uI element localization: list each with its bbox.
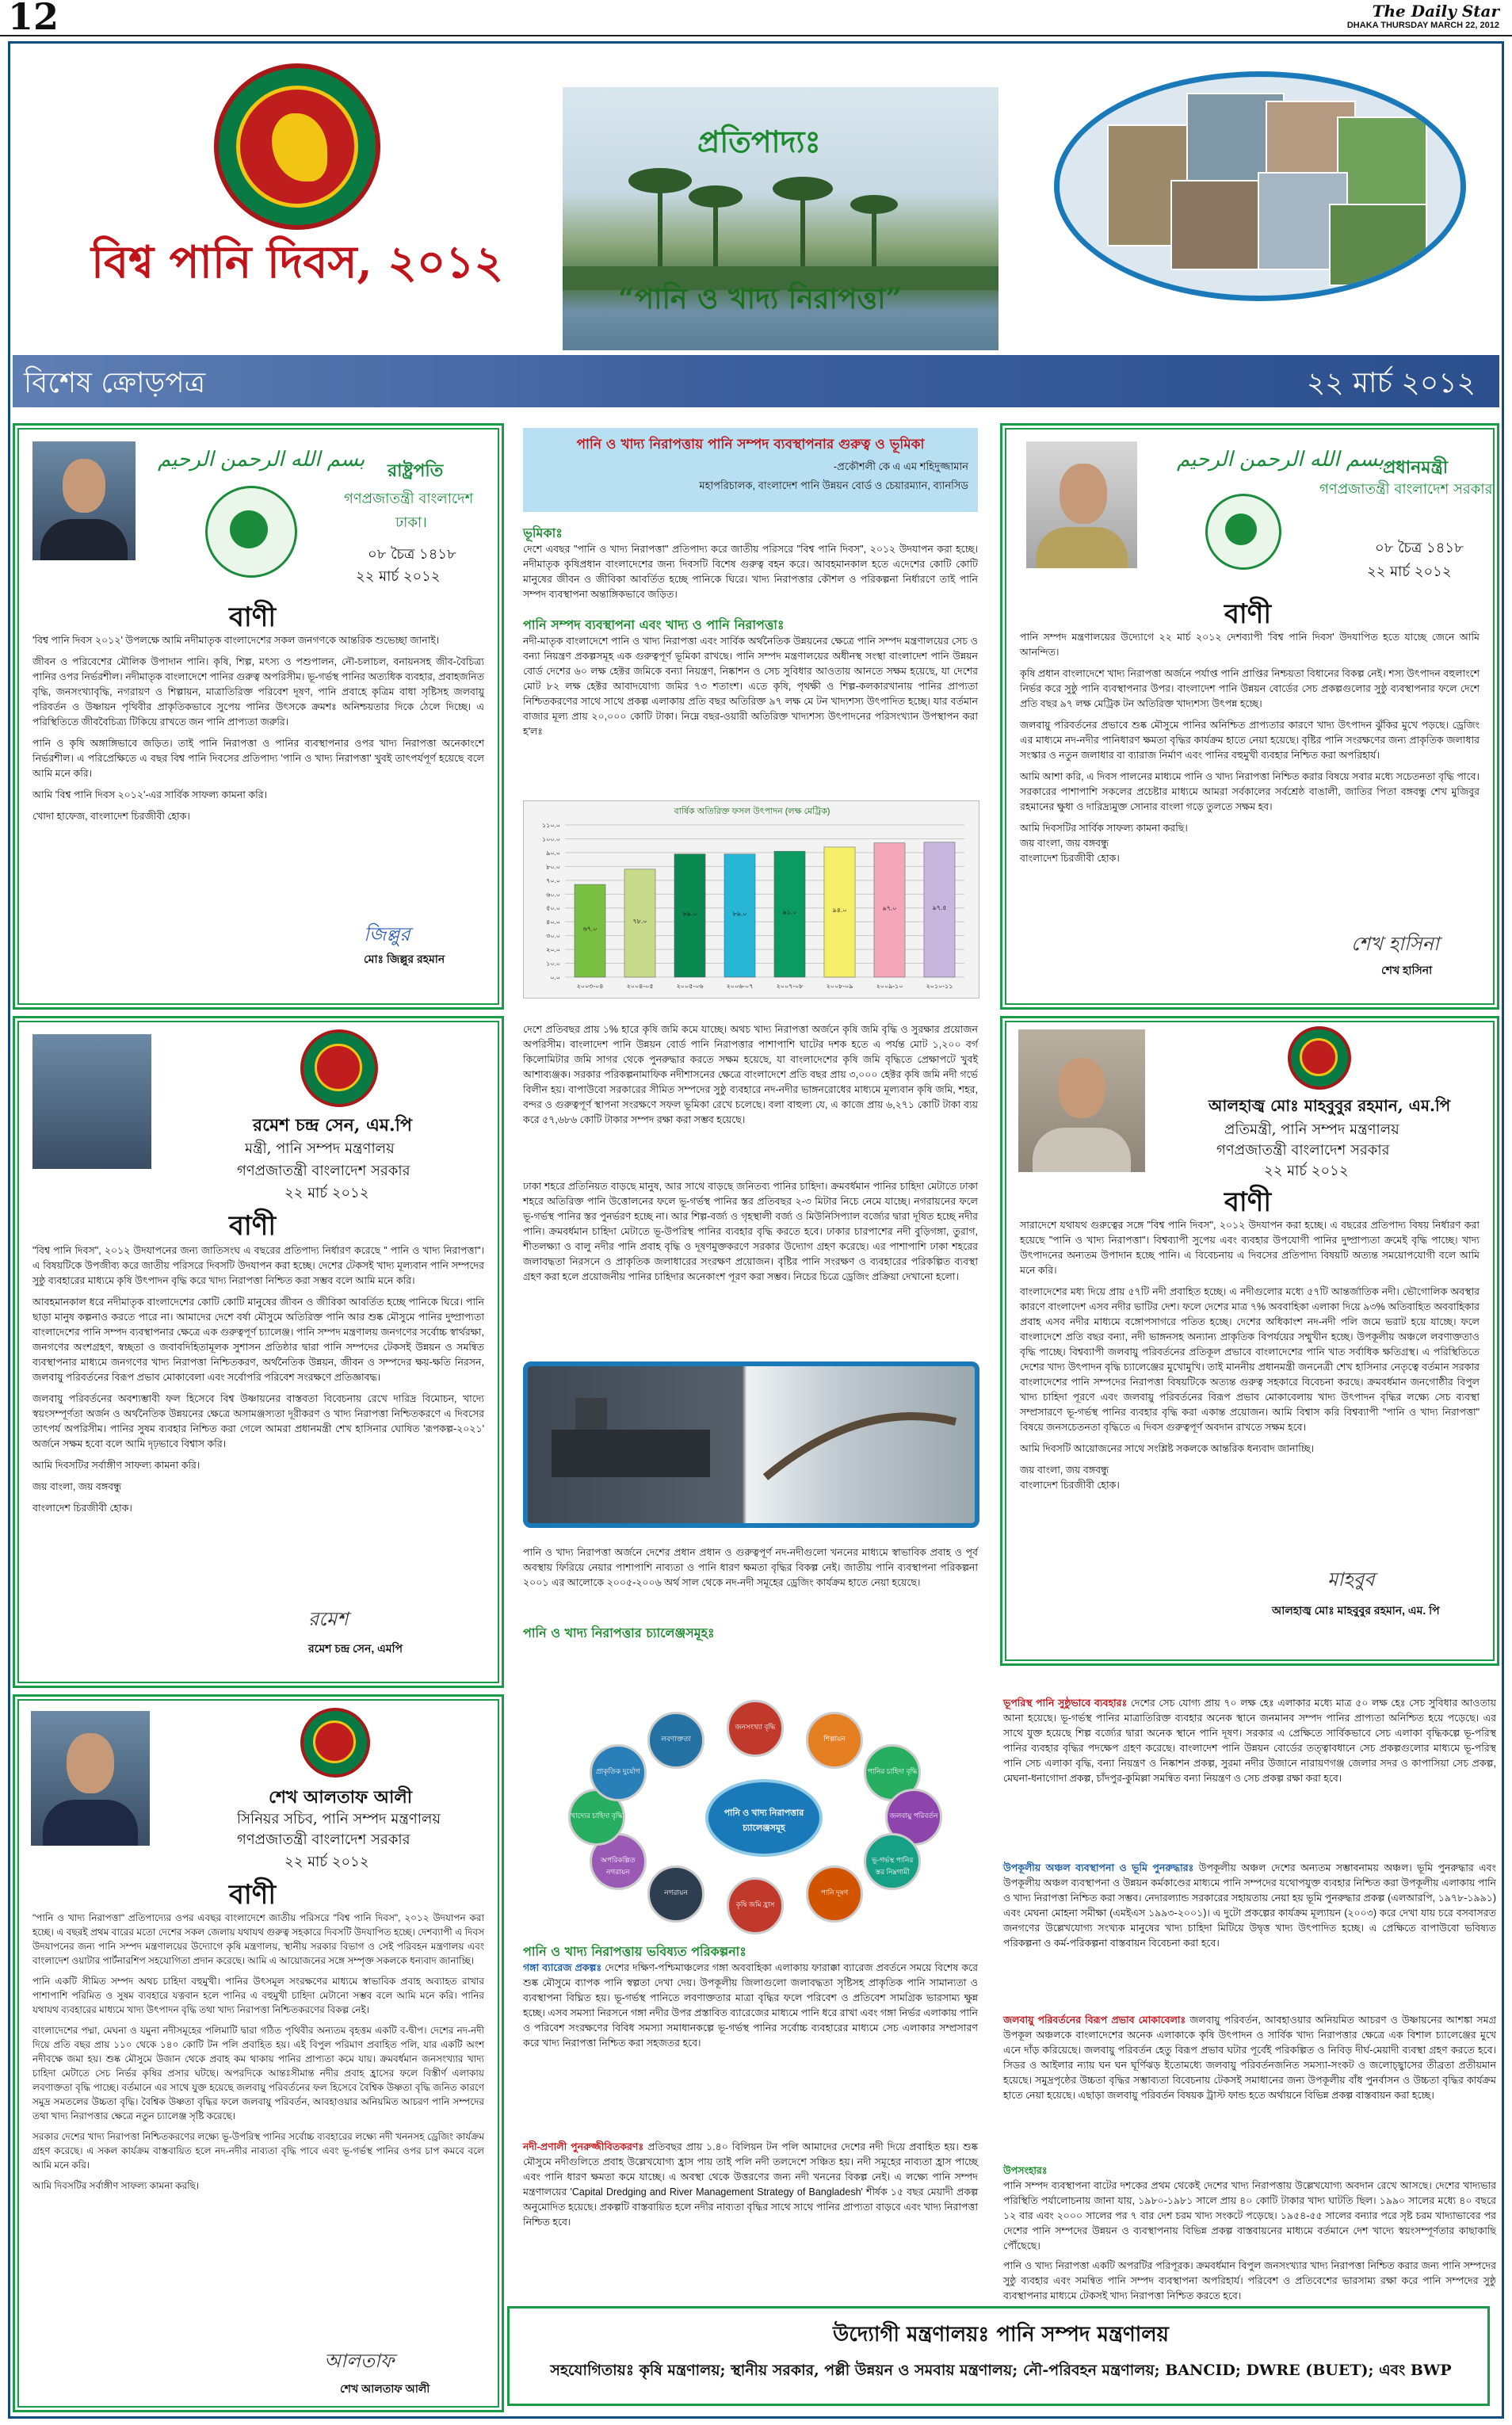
supporting-organizations: সহযোগিতায়ঃ কৃষি মন্ত্রণালয়; স্থানীয় সরকার, পল্লী উন্নয়ন ও সমবায় মন্ত্রণালয়; নৌ-পরিবহন মন্ত্রণালয়; BANCID; DWRE (BUET); এবং BWP — [550, 2362, 1452, 2379]
article-header — [523, 428, 978, 512]
paragraph: সরকার দেশের খাদ্য নিরাপত্তা নিশ্চিতকরণের লক্ষ্যে ভূ-উপরিস্থ পানির সর্বোচ্চ ব্যবহারের লক্ষ্যে নদী খননসহ ড্রেজিং কার্যক্রম গ্রহণ করেছে। এ সকল কার্যক্রম বাস্তবায়িত হলে নদ-নদীর নাব্যতা বৃদ্ধি পাবে এবং ভূ-গর্ভস্থ পানির ওপর চাপ কমবে বলে আমি মনে করি। — [32, 2131, 484, 2171]
diagram-node — [806, 1712, 863, 1769]
future-plan-heading: পানি ও খাদ্য নিরাপত্তায় ভবিষ্যত পরিকল্পনাঃ — [523, 1944, 746, 1959]
president-place: ঢাকা। — [395, 514, 427, 531]
government-seal-logo — [300, 1708, 370, 1778]
y-tick-label: ৮০.০ — [546, 863, 560, 871]
paragraph: আবহমানকাল ধরে নদীমাতৃক বাংলাদেশের কোটি কোটি মানুষের জীবন ও জীবিকা আবর্তিত হচ্ছে পানিকে ঘিরে। পানি ছাড়া মানুষ কল্পনাও করতে পারে না। আমাদের দেশে বর্ষা মৌসুমে অতিরিক্ত পানি আর শুষ্ক মৌসুমে পানির দুষ্প্রাপ্যতা বাংলাদেশের পানি সম্পদ ব্যবস্থাপনার ক্ষেত্রে এক গুরুত্বপূর্ণ চ্যালেঞ্জ। পানি সম্পদ মন্ত্রণালয় জনগণের সর্বোচ্চ স্বার্থরক্ষা, জনগণের অংশগ্রহণ, স্বচ্ছতা ও জবাবদিহিতামূলক সুশাসন প্রতিষ্ঠার দ্বারা পানি সম্পদের টেকসই উন্নয়ন ও সমন্বিত ব্যবস্থাপনার মাধ্যমে জনগণের খাদ্য নিরাপত্তা নিশ্চিতকরণ, অর্থনৈতিক উন্নয়ন, জীবন ও সম্পদের ক্ষয়-ক্ষতি নিরসন, জলবায়ু পরিবর্তনের বিরূপ প্রভাব মোকাবেলা এবং সর্বোপরি পরিবেশ সংরক্ষণে প্রতিজ্ঞাবদ্ধ। — [32, 1297, 484, 1383]
minister-country: গণপ্রজাতন্ত্রী বাংলাদেশ সরকার — [237, 1163, 410, 1179]
diagram-node-label: লবণাক্ততা — [661, 1735, 691, 1743]
state-minister-name: আলহাজ্ব মোঃ মাহবুবুর রহমান, এম. পি — [1272, 1604, 1440, 1617]
secretary-signature: আলতাফ — [324, 2350, 395, 2372]
president-name: মোঃ জিল্লুর রহমান — [364, 953, 445, 965]
diagram-node — [806, 1866, 863, 1923]
river-revival-body: প্রতিবছর প্রায় ১.৪০ বিলিয়ন টন পলি আমাদের দেশের নদী দিয়ে প্রবাহিত হয়। শুষ্ক মৌসুমে নদীগুলিতে প্রবাহ উল্লেখযোগ্য হ্রাস পায় তাই পলি নদী তলদেশে সঞ্চিত হয়। নদী সমূহের নাব্যতা হ্রাস পাচ্ছে এবং পানি ধারণ ক্ষমতা কমে যাচ্ছে। এ অবস্থা থেকে উত্তরণের জন্য নদী খননের বিকল্প নেই। এ লক্ষ্যে পানি সম্পদ মন্ত্রণালয়ের 'Capital Dredging and River Management Strategy of Bangladesh' শীর্ষক ১৫ বছর মেয়াদী প্রকল্প অনুমোদিত হয়েছে। প্রকল্পটি বাস্তবায়িত হলে নদীর নাব্যতা বৃদ্ধির সাথে সাথে পানির প্রাপ্যতা বাড়বে এবং খাদ্য নিরাপত্তা নিশ্চিত হবে। — [523, 2141, 978, 2228]
ganges-barrage-heading: গঙ্গা ব্যারেজ প্রকল্পঃ — [523, 1962, 602, 1973]
state-minister-post: প্রতিমন্ত্রী, পানি সম্পদ মন্ত্রণালয় — [1224, 1121, 1399, 1138]
dateline: DHAKA THURSDAY MARCH 22, 2012 — [1346, 21, 1499, 30]
river-revival-text — [523, 2140, 978, 2230]
government-seal-logo — [214, 63, 380, 230]
paragraph: জয় বাংলা, জয় বঙ্গবন্ধু — [1020, 838, 1109, 849]
state-minister-date: ২২ মার্চ ২০১২ — [1264, 1163, 1349, 1179]
conclusion-heading: উপসংহারঃ — [1003, 2165, 1048, 2176]
climate-change-text — [1003, 2013, 1496, 2103]
x-tick-label: ২০০৪-০৫ — [626, 983, 654, 990]
surface-water-heading: ভূপরিস্থ পানি সুষ্ঠুভাবে ব্যবহারঃ — [1003, 1698, 1128, 1709]
diagram-node — [864, 1833, 921, 1890]
article-title: পানি ও খাদ্য নিরাপত্তায় পানি সম্পদ ব্যবস্থাপনার গুরুত্ব ও ভূমিকা — [576, 437, 925, 453]
x-tick-label: ২০০৯-১০ — [876, 983, 903, 990]
president-message-body — [32, 633, 484, 831]
state-minister-signature: মাহবুব — [1327, 1568, 1375, 1591]
diagram-node — [727, 1877, 784, 1934]
paper-name: The Daily Star — [1372, 2, 1499, 21]
president-date-bangla: ০৮ চৈত্র ১৪১৮ — [368, 546, 456, 563]
diagram-node — [647, 1712, 704, 1769]
president-signature: জিল্লুর — [364, 923, 410, 945]
secretary-message-heading: বাণী — [229, 1879, 277, 1911]
diagram-hub — [705, 1779, 823, 1857]
diagram-node — [590, 1744, 647, 1801]
conclusion-body: পানি সম্পদ ব্যবস্থাপনা বাটের দশকের প্রথম থেকেই দেশের খাদ্য নিরাপত্তায় উল্লেখযোগ্য অবদান রেখে আসছে। দেশের খাদ্যভার পরিস্থিতি পর্যালোচনায় জানা যায়, ১৯৮০-১৯৮১ সালে প্রায় ৪০ কোটি টাকার খাদ্য ঘাটতি ছিল। ১৯৯০ সালের মধ্যে ৪০ বছরে ১২ বার এবং ২০০০ সালের পর ৭ বার দেশ চরম খাদ্য সংকটে পড়েছে। ১৯৫৪-৫৫ সালের বন্যার পরে সৃষ্ট চরম খাদ্যাভাবের পর দেশের পানি সম্পদের উন্নয়ন ও ব্যবস্থাপনায় বিভিন্ন প্রকল্প বাস্তবায়নের মাধ্যমে বর্তমানে দেশ খাদ্যে স্বয়ংসম্পূর্ণতার কাছাকাছি পৌঁছেছে। — [1003, 2180, 1496, 2251]
diagram-hub-label: পানি ও খাদ্য নিরাপত্তার চ্যালেঞ্জসমূহ — [724, 1808, 804, 1833]
page-number: 12 — [8, 0, 59, 38]
secretary-message-body — [32, 1911, 484, 2199]
secretary-name: শেখ আলতাফ আলী — [340, 2382, 430, 2395]
government-seal-logo — [300, 1029, 378, 1107]
state-minister-message-heading: বাণী — [1224, 1186, 1272, 1218]
minister-date: ২২ মার্চ ২০১২ — [284, 1185, 369, 1201]
prime-minister-message-panel — [1000, 423, 1499, 1010]
secretary-portrait — [31, 1711, 150, 1846]
paragraph: জয় বাংলা, জয় বঙ্গবন্ধু — [1020, 1465, 1109, 1476]
state-minister-message-panel — [1000, 1016, 1499, 1666]
paragraph: বাংলাদেশ চিরজীবী হোক। — [32, 1503, 132, 1514]
y-tick-label: ১০০.০ — [541, 835, 560, 843]
theme-text: “পানি ও খাদ্য নিরাপত্তা” — [618, 282, 903, 315]
paragraph: বাংলাদেশ চিরজীবী হোক। — [1020, 1480, 1120, 1491]
prime-minister-emblem — [1205, 494, 1281, 570]
dredger-illustration — [528, 1366, 975, 1523]
supplement-date: ২২ মার্চ ২০১২ — [1306, 367, 1476, 399]
paragraph: খোদা হাফেজ, বাংলাদেশ চিরজীবী হোক। — [32, 811, 190, 822]
climate-change-body: জলবায়ু পরিবর্তন, আবহাওয়ার অনিয়মিত আচরণ ও উষ্ণায়নের আশঙ্কা সমগ্র উপকূল অঞ্চলকে বাংলাদেশের অনেক এলাকাকে কৃষি উৎপাদন ও সার্বিক খাদ্য নিরাপত্তার ক্ষেত্রে এক বিশাল চ্যালেঞ্জের মুখে এনে দাঁড় করিয়েছে। জলবায়ু পরিবর্তন হেতু বিরূপ প্রভাব ঘটার পূর্বেই পরিকল্পিত ও নিবিড় দীর্ঘ-মেয়াদী ব্যবস্থা গ্রহণ করতে হবে। সিডর ও আইলার ন্যায় ঘন ঘন ঘূর্ণিঝড় ইতোমধ্যে জলবায়ু পরিবর্তনজনিত সমস্যা-সংকট ও জলোচ্ছ্বাসের তীব্রতা প্রতীয়মান হয়েছে। সমুদ্রপৃষ্ঠের উচ্চতা বৃদ্ধির সম্ভাব্যতা বিবেচনায় টেকসই সমাধানের জন্য উপকূলীয় বাঁধ পুনর্বাসন ও উচ্চতা বৃদ্ধির কার্যক্রম হাতে নেয়া হয়েছে। এছাড়া জলবায়ু পরিবর্তন বিষয়ক ট্রাস্ট ফান্ড হতে অর্থায়নে বিভিন্ন প্রকল্প বাস্তবায়ন করা হচ্ছে। — [1003, 2014, 1496, 2101]
prime-minister-message-body — [1020, 630, 1480, 873]
conclusion-body-2: পানি ও খাদ্য নিরাপত্তা একটি অপরটির পরিপূরক। ক্রমবর্ধমান বিপুল জনসংখ্যার খাদ্য নিরাপত্তা নিশ্চিত করার জন্য পানি সম্পদের সুষ্ঠু ব্যবহার এবং সমন্বিত পানি সম্পদ ব্যবস্থাপনা অপরিহার্য। পরিবেশ ও প্রতিবেশের ভারসাম্য রক্ষা করে পানি সম্পদের সুষ্ঠু ব্যবস্থাপনার মাধ্যমে টেকসই খাদ্য নিরাপত্তা নিশ্চিত করতে হবে। — [1003, 2260, 1496, 2301]
challenges-heading: পানি ও খাদ্য নিরাপত্তার চ্যালেঞ্জসমূহঃ — [523, 1625, 715, 1640]
y-tick-label: ৪০.০ — [546, 918, 560, 926]
diagram-node-label: খাদ্যের চাহিদা বৃদ্ধি — [571, 1812, 623, 1820]
lead-ministry: উদ্যোগী মন্ত্রণালয়ঃ পানি সম্পদ মন্ত্রণালয় — [833, 2323, 1169, 2347]
state-minister-message-body — [1020, 1218, 1480, 1499]
intro-heading: ভূমিকাঃ — [523, 525, 563, 540]
y-tick-label: ১১০.০ — [541, 822, 560, 829]
section-water-management-heading: পানি সম্পদ ব্যবস্থাপনা এবং খাদ্য ও পানি নিরাপত্তাঃ — [523, 617, 785, 632]
coastal-zone-heading: উপকূলীয় অঞ্চল ব্যবস্থাপনা ও ভূমি পুনরুদ্ধারঃ — [1003, 1862, 1194, 1873]
bismillah-calligraphy: بسم الله الرحمن الرحيم — [1177, 448, 1384, 472]
paragraph: 'বিশ্ব পানি দিবস ২০১২' উপলক্ষে আমি নদীমাতৃক বাংলাদেশের সকল জনগণকে আন্তরিক শুভেচ্ছা জানাই। — [32, 635, 440, 646]
paragraph: পানি ও কৃষি অঙ্গাঙ্গিভাবে জড়িত। তাই পানি নিরাপত্তা ও পানির ব্যবস্থাপনার ওপর খাদ্য নিরাপত্তা অনেকাংশে নির্ভরশীল। এ পরিপ্রেক্ষিতে এ বছর বিশ্ব পানি দিবসের প্রতিপাদ্য 'পানি ও খাদ্য নিরাপত্তা' খুবই তাৎপর্যপূর্ণ হয়েছে বলে আমি মনে করি। — [32, 738, 484, 779]
conclusion-text — [1003, 2163, 1496, 2304]
theme-label: প্রতিপাদ্যঃ — [697, 124, 821, 159]
paragraph: পানি সম্পদ মন্ত্রণালয়ের উদ্যোগে ২২ মার্চ ২০১২ দেশব্যাপী 'বিশ্ব পানি দিবস' উদযাপিত হতে যাচ্ছে জেনে আমি আনন্দিত। — [1020, 632, 1480, 658]
diagram-node-label: প্রাকৃতিক দুর্যোগ — [595, 1767, 640, 1775]
paragraph: বাংলাদেশ চিরজীবী হোক। — [1020, 853, 1120, 864]
paragraph: "পানি ও খাদ্য নিরাপত্তা" প্রতিপাদ্যের ওপর এবছর বাংলাদেশে জাতীয় পরিসরে "বিশ্ব পানি দিবস", ২০১২ উদযাপন করা হচ্ছে। এ বছরই প্রথম বারের মতো দেশের সকল জেলায় যথাযথ গুরুত্ব সহকারে দিবসটি উদযাপিত হচ্ছে। দেশব্যাপী এ দিবস উদযাপনের জন্য পানি সম্পদ মন্ত্রণালয়ের উদ্যোগে কৃষি মন্ত্রণালয়, স্থানীয় সরকার বিভাগ ও সেই পরিবহন মন্ত্রণালয় এবং বাংলাদেশ ওয়াটার পার্টনারশিপ সহযোগিতা প্রদান করেছে। আমি এ আয়োজনের সঙ্গে সম্পৃক্ত সকলকে ধন্যবাদ জানাচ্ছি। — [32, 1912, 484, 1966]
secretary-date: ২২ মার্চ ২০১২ — [284, 1854, 369, 1870]
bar-value-label: ৯৭.৫ — [932, 903, 947, 911]
surface-water-text — [1003, 1696, 1496, 1786]
minister-message-panel — [13, 1016, 504, 1688]
minister-message-body — [32, 1243, 484, 1522]
diagram-node-label: পানির চাহিদা বৃদ্ধি — [867, 1767, 918, 1775]
paragraph: জয় বাংলা, জয় বঙ্গবন্ধু — [32, 1481, 121, 1492]
president-emblem — [205, 486, 297, 578]
coastal-zone-body: উপকূলীয় অঞ্চল দেশের অন্যতম সম্ভাবনাময় অঞ্চল। ভূমি পুনরুদ্ধার এবং উপকূলীয় অঞ্চল ব্যবস্থাপনা ও উন্নয়ন কর্মকাণ্ডের মাধ্যমে পানি সম্পদের যথোপযুক্ত ব্যবহার নিশ্চিত করা উপকূলীয় এলাকায় পানি ও খাদ্য নিরাপত্তা নিশ্চিত করা সম্ভব। নেদারল্যান্ড সরকারের সহায়তায় নেয়া হয় ভূমি পুনরুদ্ধার প্রকল্প (এলআরপি, ১৯৭৮-১৯৯১) এবং মেঘনা মোহনা সমীক্ষা (এমইএস ১৯৯৩-২০০১)। এ দুটো প্রকল্পের কার্যক্রম মূল্যায়ন (২০০৩) করে দেখা যায় চরে বসবাসরত জনগণের উল্লেখযোগ্য সংখ্যক মানুষের খাদ্য চাহিদা মিটিয়ে উদ্বৃত্ত খাদ্য উৎপাদিত হচ্ছে। এ প্রেক্ষিতে বাপাউবো ভবিষ্যত পরিকল্পনা ও কর্ম-পরিকল্পনা বাস্তবায়ন বিবেচনা করা হবে। — [1003, 1862, 1496, 1949]
minister-portrait — [32, 1034, 151, 1169]
surface-water-body: দেশের সেচ যোগ্য প্রায় ৭০ লক্ষ হেঃ এলাকার মধ্যে মাত্র ৫০ লক্ষ হেঃ সেচ সুবিধার আওতায় আনা হয়েছে। ভূ-গর্ভস্থ পানির মাত্রাতিরিক্ত ব্যবহার অনেক স্থানে জনমানব সম্পদ পানির প্রাপ্যতা অনিশ্চিত হয়ে পড়েছে। এর সাথে যুক্ত হয়েছে শিল্প বর্জ্যের দ্বারা অনেক স্থানে পানি দূষণ। সরকার এ প্রেক্ষিতে সার্বিকভাবে সেচ এলাকা বৃদ্ধিকল্পে ভূ-পরিস্থ পানির ব্যবহার বৃদ্ধির পদক্ষেপ গ্রহণ করেছে। বাংলাদেশ পানি উন্নয়ন বোর্ডের তত্ত্বাবধানে সেচ প্রকল্পগুলোর মাধ্যমে ভূ-পরিস্থ পানি সেচ এলাকা বৃদ্ধি, বন্যা নিয়ন্ত্রণ ও নিষ্কাশন প্রকল্প, সুরমা নদীর উজানে নারায়ণগঞ্জ জেলার সদর ও কাপাসিয়া সেচ প্রকল্প, মেঘনা-ধনাগোদা প্রকল্প, চাঁদপুর-কুমিল্লা সমন্বিত বন্যা নিয়ন্ত্রণ ও সেচ প্রকল্প রক্ষা করা হবে। — [1003, 1698, 1496, 1784]
bar-value-label: ৯৪.০ — [832, 906, 847, 914]
y-tick-label: ০.০ — [550, 974, 560, 981]
minister-name: রমেশ চন্দ্র সেন, এমপি — [308, 1642, 403, 1655]
prime-minister-message-heading: বাণী — [1224, 598, 1272, 630]
president-date: ২২ মার্চ ২০১২ — [356, 568, 441, 585]
y-tick-label: ৩০.০ — [546, 932, 560, 940]
diagram-node-label: নগরায়ন — [664, 1888, 688, 1896]
x-tick-label: ২০১০-১১ — [926, 983, 953, 990]
x-tick-label: ২০০৫-০৬ — [676, 983, 704, 990]
secretary-post: সিনিয়র সচিব, পানি সম্পদ মন্ত্রণালয় — [237, 1811, 441, 1827]
x-tick-label: ২০০৩-০৪ — [576, 983, 604, 990]
x-tick-label: ২০০৭-০৮ — [776, 983, 804, 990]
bar-value-label: ৮৯.০ — [682, 910, 697, 918]
secretary-message-panel — [13, 1694, 504, 2412]
intro-text: দেশে এবছর "পানি ও খাদ্য নিরাপত্তা" প্রতিপাদ্য করে জাতীয় পরিসরে "বিশ্ব পানি দিবস", ২০১২ উদযাপন করা হচ্ছে। নদীমাতৃক কৃষিপ্রধান বাংলাদেশের জন্য দিবসটি বিশেষ গুরুত্ব বহন করে। আবহমানকাল হতে এদেশের কোটি কোটি মানুষের জীবন ও জীবিকা আবর্তিত হচ্ছে পানিকে ঘিরে। খাদ্য নিরাপত্তার কৌশল ও পরিকল্পনা নির্ধারণে তাই পানি সম্পদ ব্যবস্থাপনা অন্তাঙ্গিকভাবে জড়িত। — [523, 544, 978, 600]
y-tick-label: ৫০.০ — [546, 904, 560, 912]
bar-value-label: ৮৯.০ — [732, 910, 747, 918]
diagram-node-label: অপরিকল্পিত নগরায়ন — [601, 1856, 636, 1876]
president-portrait — [32, 441, 136, 560]
paragraph: বাংলাদেশের মধ্য দিয়ে প্রায় ৫৭টি নদী প্রবাহিত হচ্ছে। এ নদীগুলোর মধ্যে ৫৭টি আন্তর্জাতিক নদী। ভৌগোলিক অবস্থার কারণে বাংলাদেশ এসব নদীর ভাটির দেশ। ফলে দেশের মাত্র ৭% অববাহিকা এলাকা দিয়ে ৯৩% অতিবাহিত অববাহিকার প্রবাহ এসব নদীর মাধ্যমে বঙ্গোপসাগরে পতিত হচ্ছে। দেশের অধিকাংশ নদ-নদী পলি জমে ভরাট হয়ে যাচ্ছে। ফলে বাংলাদেশে প্রতি বছর বন্যা, নদী ভাঙ্গনসহ অন্যান্য প্রাকৃতিক বিপর্যয়ের সম্মুখীন হচ্ছে। উপকূলীয় অঞ্চলে লবণাক্ততাও বৃদ্ধি পাচ্ছে। বিশ্বব্যাপী জলবায়ু পরিবর্তনের প্রতিকূল প্রভাবে বাংলাদেশের পানি খাত সর্বাধিক ক্ষতিগ্রস্থ। এ পরিস্থিতিতে দেশের খাদ্য উৎপাদন বৃদ্ধি চ্যালেঞ্জের মুখোমুখি। তাই মাননীয় প্রধানমন্ত্রী জননেত্রী শেখ হাসিনার নেতৃত্বে বর্তমান সরকার বাংলাদেশের পানি সম্পদের নিরাপত্তা বিষয়টিকে অত্যন্ত গুরুত্ব সহকারে বিবেচনা করছে। ক্রমবর্ধমান জনগোষ্ঠীর বিপুল খাদ্য চাহিদা পূরণে এবং জলবায়ু পরিবর্তনের বিরূপ প্রভাব মোকাবেলায় খাদ্য উৎপাদন বৃদ্ধির লক্ষ্যে সেচ ব্যবস্থা সম্প্রসারণে ভূ-গর্ভস্থ পানির ব্যবহার বৃদ্ধি করা একান্ত প্রয়োজন। আমি বিশ্বাস করি বিশ্বব্যাপী "পানি ও খাদ্য নিরাপত্তা" বিষয়ে জনসচেতনতা বৃদ্ধিতে এ দিবস গুরুত্বপূর্ণ অবদান রাখতে সক্ষম হবে। — [1020, 1286, 1480, 1433]
article-paragraph: পানি ও খাদ্য নিরাপত্তা অর্জনে দেশের প্রধান প্রধান ও গুরুত্বপূর্ণ নদ-নদীগুলো খননের মাধ্যমে স্বাভাবিক প্রবাহ ও পূর্ব অবস্থায় ফিরিয়ে নেয়ার পাশাপাশি নাব্যতা ও পানি ধারণ ক্ষমতা বৃদ্ধির বিকল্প নেই। জাতীয় পানি ব্যবস্থাপনা পরিকল্পনা ২০০১ এর আলোকে ২০০৫-২০০৬ অর্থ সাল থেকে নদ-নদী সমূহের ড্রেজিং কার্যক্রম হাতে নেয়া হয়েছে। — [523, 1547, 978, 1588]
prime-minister-date: ২২ মার্চ ২০১২ — [1367, 563, 1452, 580]
section-water-management-text: নদী-মাতৃক বাংলাদেশে পানি ও খাদ্য নিরাপত্তা এবং সার্বিক অর্থনৈতিক উন্নয়নের ক্ষেত্রে পানি সম্পদ মন্ত্রণালয়ের সেচ ও বন্যা নিয়ন্ত্রণ প্রকল্পসমূহ এক গুরুত্বপূর্ণ ভূমিকা রাখছে। পানি সম্পদ মন্ত্রণালয়ের অধীনস্থ সংস্থা বাংলাদেশ পানি উন্নয়ন বোর্ড দেশের ৬০ লক্ষ হেক্টর জমিকে বন্যা নিয়ন্ত্রণ, নিষ্কাশন ও সেচ সুবিধার আওতায় আনতে সক্ষম হয়েছে, যা দেশের মোট ৮২ লক্ষ হেক্টর আবাদযোগ্য জমির ৭৩ শতাংশ। এতে কৃষি, পৃথক্ষী ও শিল্প-কলকারখানায় পানির প্রাপ্যতা নিশ্চিতকরণের সাথে সাথে প্রকল্প এলাকায় প্রতি বছর অতিরিক্ত ৯৭ লক্ষ মে টন খাদ্যশস্য উৎপাদিত হচ্ছে। যার বর্তমান বাজার মূল্য প্রায় ২০,০০০ কোটি টাকা। নিম্নে বছর-ওয়ারী অতিরিক্ত খাদ্যশস্য উৎপাদনের পরিসংখ্যান উপস্থাপন করা হ'লঃ — [523, 636, 978, 737]
secretary-country: গণপ্রজাতন্ত্রী বাংলাদেশ সরকার — [237, 1831, 410, 1848]
photo-collage — [1054, 71, 1466, 301]
supplement-label: বিশেষ ক্রোড়পত্র — [24, 367, 206, 399]
river-revival-heading: নদী-প্রণালী পুনরুজ্জীবিতকরণঃ — [523, 2141, 644, 2152]
bar-value-label: ৯৭.০ — [882, 904, 897, 912]
president-country: গণপ্রজাতন্ত্রী বাংলাদেশ — [344, 491, 474, 507]
paragraph: পানি একটি সীমিত সম্পদ অথচ চাহিদা বহুমুখী। পানির উৎসমূল সংরক্ষণের মাধ্যমে স্বাভাবিক প্রবাহ অব্যাহত রাখার পাশাপাশি পরিমিত ও সুষম ব্যবহারে যত্নবান হলে পানির এ বহুমুখী চাহিদা মেটানো সম্ভব বলে আমি মনে করি। পানির যথাযথ ব্যবহারের মাধ্যমে খাদ্য উৎপাদন বৃদ্ধি তথা খাদ্য নিরাপত্তা নিশ্চিতকরণের বিকল্প নেই। — [32, 1976, 484, 2015]
y-tick-label: ৯০.০ — [546, 849, 560, 857]
coastal-zone-text — [1003, 1861, 1496, 1951]
article-author: -প্রকৌশলী কে এ এম শহিদুজ্জামান — [833, 460, 968, 472]
y-tick-label: ৭০.০ — [546, 876, 560, 884]
prime-minister-name: শেখ হাসিনা — [1381, 964, 1433, 976]
bar-value-label: ৯১.০ — [782, 908, 797, 916]
article-paragraph: দেশে প্রতিবছর প্রায় ১% হারে কৃষি জমি কমে যাচ্ছে। অথচ খাদ্য নিরাপত্তা অর্জনে কৃষি জমি বৃদ্ধি ও সুরক্ষার প্রয়োজন অপরিসীম। বাংলাদেশ পানি উন্নয়ন বোর্ড পানি নিরাপত্তার পাশাপাশি ঘাটের দশক হতে এ পর্যন্ত মোট ১,২০০ বর্গ কিলোমিটার জমি সাগর থেকে পুনরুদ্ধার করতে সক্ষম হয়েছে, যা বাংলাদেশের কৃষি জমি বৃদ্ধিতে প্রেক্ষাপটে খুবই আশাব্যঞ্জক। সরকার পরিকল্পনামাফিক নদীশাসনের ক্ষেত্রে বাংলাদেশে প্রতি বছর প্রায় ৩,০০০ হেক্টর কৃষি জমি নদী গর্ভে বিলীন হয়। বাপাউবো সরকারের সীমিত সম্পদের সুষ্ঠু ব্যবহারে নদ-নদীর ভাঙ্গনরোধের মাধ্যমে মূল্যবান কৃষি জমি, শহর, বন্দর ও গুরুত্বপূর্ণ স্থাপনা সংরক্ষণে সফল ভূমিকা রেখে চলেছে। বলা বাহুল্য যে, এ কাজে প্রায় ৬,২৭১ কোটি টাকা ব্যয় করে ৫৭,৬৮৬ কোটি টাকার সম্পদ রক্ষা করা সম্ভব হয়েছে। — [523, 1024, 978, 1125]
chart-title: বার্ষিক অতিরিক্ত ফসল উৎপাদন (লক্ষ মেট্রিক) — [674, 807, 830, 816]
paragraph: আমি দিবসটি আয়োজনের সাথে সংশ্লিষ্ট সকলকে আন্তরিক ধন্যবাদ জানাচ্ছি। — [1020, 1443, 1315, 1454]
state-minister-portrait — [1018, 1029, 1145, 1172]
y-tick-label: ১০.০ — [546, 960, 560, 968]
paragraph: জলবায়ু পরিবর্তনের প্রভাবে শুষ্ক মৌসুমে পানির অনিশ্চিত প্রাপ্যতার কারণে খাদ্য উৎপাদন ঝুঁকির মুখে পড়ছে। ড্রেজিং এর মাধ্যমে নদ-নদীর পানিধারণ ক্ষমতা বৃদ্ধির কার্যক্রম হাতে নেয়া হয়েছে। বৃষ্টির পানি সংরক্ষণের জন্য প্রাকৃতিক জলাধার সংস্কার ও নতুন জলাধার বা ব্যারাজ নির্মাণ এবং পানির বহুমুখী ব্যবহার নিশ্চিত করা অপরিহার্য। — [1020, 720, 1480, 761]
ganges-barrage-body: দেশের দক্ষিণ-পশ্চিমাঞ্চলের গঙ্গা অববাহিকা এলাকায় ফারাক্কা ব্যারেজ প্রবর্তনে সময়ে বিশেষ করে শুষ্ক মৌসুমে ব্যাপক পানি স্বল্পতা দেখা দেয়। উপকূলীয় জিলাগুলো জলাবদ্ধতা সৃষ্টিসহ প্রাকৃতিক পানি সামান্যতা ও ব্যবস্থাপনা বিঘ্নিত হয়। ভূ-গর্ভস্থ পানিতে লবণাক্ততার মাত্রা বৃদ্ধির ফলে পরিবেশ ও প্রতিবেশ সামগ্রিক ভারসাম্য ক্ষুন্ন হচ্ছে। এসব সমস্যা নিরসনে গঙ্গা নদীর উপর প্রস্তাবিত ব্যারেজের মাধ্যমে পানি ধরে রাখা এবং গঙ্গা নির্ভর এলাকায় পানি ও পরিবেশ সংরক্ষণের বিবিধ সমস্যা সমাধানকল্পে ভূ-গর্ভস্থ পানির সর্বোচ্চ ব্যবহারের মাধ্যমে সেচ এলাকার সম্প্রসারণ করে খাদ্য নিরাপত্তা নিশ্চিত করা সহজতর হবে। — [523, 1962, 978, 2049]
government-seal-logo — [1288, 1026, 1351, 1090]
president-office: রাষ্ট্রপতি — [388, 460, 444, 481]
diagram-node-label: পানি দূষণ — [820, 1888, 849, 1896]
prime-minister-country: গণপ্রজাতন্ত্রী বাংলাদেশ সরকার — [1319, 481, 1493, 498]
minister-name-title: রমেশ চন্দ্র সেন, এম.পি — [253, 1115, 412, 1136]
y-tick-label: ২০.০ — [546, 946, 560, 954]
prime-minister-signature: শেখ হাসিনা — [1351, 933, 1439, 955]
masthead — [0, 0, 1512, 36]
diagram-node-label: শিল্পায়ন — [823, 1735, 846, 1743]
minister-post: মন্ত্রী, পানি সম্পদ মন্ত্রণালয় — [245, 1140, 395, 1157]
paragraph: জলবায়ু পরিবর্তনের অবশ্যম্ভাবী ফল হিসেবে বিশ্ব উষ্ণায়নের বাস্তবতা বিবেচনায় রেখে দারিদ্র বিমোচন, খাদ্যে স্বয়ংসম্পূর্ণতা অর্জন ও অর্থনৈতিক উন্নয়নের ক্ষেত্রে অসামঞ্জস্যতা দূরীকরণ ও খাদ্য নিরাপত্তা নিশ্চিতকরণে এ দিবসের তাৎপর্য অপরিসীম। পানির সুষম ব্যবহার নিশ্চিত করা গেলে আমরা প্রধানমন্ত্রী শেখ হাসিনার ঘোষিত 'রূপকল্প-২০২১' অর্জনে সক্ষম হবো বলে আমি দৃঢ়ভাবে বিশ্বাস করি। — [32, 1393, 484, 1449]
paragraph: আমি দিবসটির সর্বাঙ্গীণ সাফল্য কামনা করছি। — [32, 2180, 200, 2191]
bar-chart-svg — [524, 801, 980, 999]
paragraph: সারাদেশে যথাযথ গুরুত্বের সঙ্গে "বিশ্ব পানি দিবস", ২০১২ উদযাপন করা হচ্ছে। এ বছরের প্রতিপাদ্য বিষয় নির্ধারণ করা হয়েছে "পানি ও খাদ্য নিরাপত্তা"। বিশ্বব্যাপী সুপেয় এবং ব্যবহার উপযোগী পানির দুষ্প্রাপ্যতা ক্রমেই বৃদ্ধি পাচ্ছে। খাদ্য উৎপাদনের অন্যতম উপাদান হচ্ছে পানি। এ বিবেচনায় এ দিবসের প্রতিপাদ্য বিষয়টি অত্যন্ত সময়োপযোগী বলে আমি মনে করি। — [1020, 1220, 1480, 1276]
dredging-photo — [523, 1361, 979, 1528]
paragraph: আমি 'বিশ্ব পানি দিবস ২০১২'-এর সার্বিক সাফল্য কামনা করি। — [32, 789, 268, 800]
secretary-name-title: শেখ আলতাফ আলী — [269, 1787, 413, 1808]
paragraph: আমি আশা করি, এ দিবস পালনের মাধ্যমে পানি ও খাদ্য নিরাপত্তা নিশ্চিত করার বিষয়ে সবার মধ্যে সচেতনতা বৃদ্ধি পাবে। সরকারের পাশাপাশি সকলের প্রচেষ্টার মাধ্যমে আমরা সর্বকালের সর্বশ্রেষ্ঠ বাঙালী, জাতির পিতা বঙ্গবন্ধু শেখ মুজিবুর রহমানের ক্ষুধা ও দারিদ্র্যমুক্ত সোনার বাংলা গড়ে তুলতে সক্ষম হব। — [1020, 771, 1480, 812]
diagram-node-label: জলবায়ু পরিবর্তন — [889, 1812, 938, 1820]
x-tick-label: ২০০৮-০৯ — [826, 983, 853, 990]
bar-value-label: ৭৮.০ — [632, 917, 647, 925]
main-title: বিশ্ব পানি দিবস, ২০১২ — [90, 236, 503, 288]
prime-minister-portrait — [1026, 441, 1137, 568]
article-paragraph: ঢাকা শহরে প্রতিনিয়ত বাড়ছে মানুষ, আর সাথে বাড়ছে জনিতব্য পানির চাহিদা। ক্রমবর্ধমান পানির চাহিদা মেটাতে ঢাকা শহরে অতিরিক্ত পানি উত্তোলনের ফলে ভূ-গর্ভস্থ পানির স্তর প্রতিবছর ২-৩ মিটার নিচে নেমে যাচ্ছে। নগরায়নের ফলে ভূ-গর্ভস্থ পানির স্তর পুনর্ভরণ হচ্ছে না। আর শিল্প-বর্জ্য ও গৃহস্থালী বর্জ্য ও মিউনিসিপ্যাল বর্জ্যের দ্বারা দূষিত হচ্ছে নদীর পানি। ক্রমবর্ধমান চাহিদা মেটাতে ভূ-উপরিস্থ পানির ব্যবহার বৃদ্ধি করতে হবে। ঢাকার চারপাশের নদী বুড়িগঙ্গা, তুরাগ, শীতলক্ষ্যা ও বালু নদীর পানি প্রবাহ বৃদ্ধি ও দূষণমুক্তকরণে সরকার উদ্যোগ গ্রহণ করেছে। এর পাশাপাশি ঢাকা শহরের জলাবদ্ধতা নিরসনে ও প্রাকৃতিক জলাধারের সংরক্ষণ প্রয়োজন। বৃষ্টির পানি সংরক্ষণ ও ব্যবহারের পরিকল্পিত ব্যবস্থা গ্রহণ করা হলে প্রয়োজনীয় পানির চাহিদার অনেকাংশ পূরণ করা সম্ভব। নিচের চিত্রে ড্রেজিং প্রক্রিয়া দেখানো হলো। — [523, 1181, 978, 1282]
president-message-panel — [13, 423, 504, 1010]
minister-signature: রমেশ — [308, 1608, 349, 1630]
diagram-node — [647, 1866, 704, 1923]
climate-change-heading: জলবায়ু পরিবর্তনের বিরূপ প্রভাব মোকাবেলাঃ — [1003, 2014, 1186, 2026]
paragraph: জীবন ও পরিবেশের মৌলিক উপাদান পানি। কৃষি, শিল্প, মৎস্য ও পশুপালন, নৌ-চলাচল, বনায়নসহ জীব-বৈচিত্র্য পানির ওপর নির্ভরশীল। নদীমাতৃক বাংলাদেশে পানির গুরুত্ব অপরিসীম। ভূ-গর্ভস্থ পানির অত্যধিক ব্যবহার, প্রবাহজনিত বৃদ্ধি, জনসংখ্যাবৃদ্ধি, নগরায়ণ ও শিল্পায়ন, মাত্রাতিরিক্ত পরিবেশ দূষণ, পানি প্রবাহে কৃত্রিম বাধা সৃষ্টিসহ জলবায়ু পরিবর্তন ও উষ্ণায়ন পৃথিবীর প্রাকৃতিকভাবে সুপেয় পানির উৎসকে ক্রমশঃ অনিশ্চয়তার দিকে ঠেলে দিচ্ছে। এ পরিস্থিতিতে জীববৈচিত্র্য টিকিয়ে রাখতে জন পানি প্রাপ্যতা জরুরি। — [32, 656, 484, 728]
diagram-node-label: ভূ-গর্ভস্থ পানির স্তর নিম্নগামী — [872, 1856, 914, 1876]
paragraph: আমি দিবসটির সর্বাঙ্গীণ সাফল্য কামনা করি। — [32, 1460, 200, 1471]
challenges-diagram — [555, 1704, 951, 1926]
y-tick-label: ৬০.০ — [546, 891, 560, 899]
ganges-barrage-text — [523, 1961, 978, 2051]
paragraph: বাংলাদেশের পদ্মা, মেঘনা ও যমুনা নদীসমূহের পলিমাটি দ্বারা গঠিত পৃথিবীর অন্যতম বৃহত্তম একটি ব-দ্বীপ। দেশের নদ-নদী দিয়ে প্রতি বছর প্রায় ১১০ থেকে ১৪০ কোটি টন পলি প্রবাহিত হয়। এই বিপুল পরিমাণ প্রবাহিত পলি, যার একটি অংশ নদীবক্ষে জমা হয়। শুষ্ক মৌসুমে উজান থেকে প্রবাহ কম থাকায় পানির প্রাপ্যতা কমে যায়। ক্রমবর্ধমান জনসংখ্যার খাদ্য চাহিদা মেটাতে সেচ নির্ভর কৃষির প্রসার ঘটছে। অপরদিকে আন্তঃসীমান্ত নদীর প্রবাহ হ্রাসের ফলে বিস্তীর্ণ এলাকায় লবণাক্ততা বৃদ্ধি পাচ্ছে। বর্তমানে এর সাথে যুক্ত হয়েছে জলবায়ু পরিবর্তনের ফল হিসেবে বৈশ্বিক উষ্ণতা বৃদ্ধি জনিত কারণে সমুদ্র সমতলের উচ্চতা বৃদ্ধি। বৈশ্বিক উষ্ণতা বৃদ্ধির ফলে জলবায়ু পরিবর্তন, আবহাওয়ার অনিয়মিত আচরণ পানি সম্পদের তথা খাদ্য নিরাপত্তার ক্ষেত্রে নতুন চ্যালেঞ্জ সৃষ্টি করেছে। — [32, 2025, 484, 2121]
diagram-node-label: কৃষি জমি হ্রাস — [735, 1900, 775, 1908]
article-author-title: মহাপরিচালক, বাংলাদেশ পানি উন্নয়ন বোর্ড ও চেয়ারম্যান, ব্যানসিড — [699, 479, 968, 491]
state-minister-country: গণপ্রজাতন্ত্রী বাংলাদেশ সরকার — [1216, 1142, 1390, 1159]
diagram-node — [727, 1700, 784, 1757]
bar-value-label: ৬৭.০ — [582, 925, 598, 933]
state-minister-name-title: আলহাজ্ব মোঃ মাহবুবুর রহমান, এম.পি — [1208, 1096, 1451, 1115]
prime-minister-date-bangla: ০৮ চৈত্র ১৪১৮ — [1375, 540, 1464, 556]
bismillah-calligraphy: بسم الله الرحمن الرحيم — [158, 448, 365, 472]
crop-production-chart — [523, 800, 979, 999]
paragraph: কৃষি প্রধান বাংলাদেশে খাদ্য নিরাপত্তা অর্জনে পর্যাপ্ত পানি প্রাপ্তির নিশ্চয়তা বিধানের বিকল্প নেই। শস্য উৎপাদন বহুলাংশে নির্ভর করে সুষ্ঠু পানি ব্যবস্থাপনার উপর। বাংলাদেশ পানি উন্নয়ন বোর্ডের সেচ প্রকল্পগুলোর সুষ্ঠু ব্যবস্থাপনার ফলে দেশে প্রতি বছর ৯৭ লক্ষ মেট্রিক টন অতিরিক্ত খাদ্যশস্য উৎপন্ন হচ্ছে। — [1020, 668, 1480, 709]
x-tick-label: ২০০৬-০৭ — [726, 983, 754, 990]
sponsor-footer — [507, 2306, 1490, 2406]
minister-message-heading: বাণী — [229, 1210, 277, 1242]
prime-minister-office: প্রধানমন্ত্রী — [1383, 457, 1449, 478]
president-message-heading: বাণী — [229, 601, 277, 633]
paragraph: আমি দিবসটির সার্বিক সাফল্য কামনা করছি। — [1020, 823, 1188, 834]
supplement-bar — [13, 355, 1499, 407]
paragraph: "বিশ্ব পানি দিবস", ২০১২ উদযাপনের জন্য জাতিসংঘ এ বছরের প্রতিপাদ্য নির্ধারণ করেছে " পানি ও খাদ্য নিরাপত্তা"। এ বিষয়টিকে উপজীব্য করে জাতীয় পরিসরে দিবসটি উদযাপন করা হচ্ছে। দেশের টেকসই খাদ্য মূল্যবান পানি সম্পদের সুষ্ঠু ব্যবহারের মাধ্যমে কৃষি উৎপাদন বৃদ্ধি করে খাদ্য নিরাপত্তা নিশ্চিত করা সম্ভব বলে আমি মনে করি। — [32, 1245, 484, 1286]
diagram-node-label: জনসংখ্যা বৃদ্ধি — [735, 1723, 776, 1731]
